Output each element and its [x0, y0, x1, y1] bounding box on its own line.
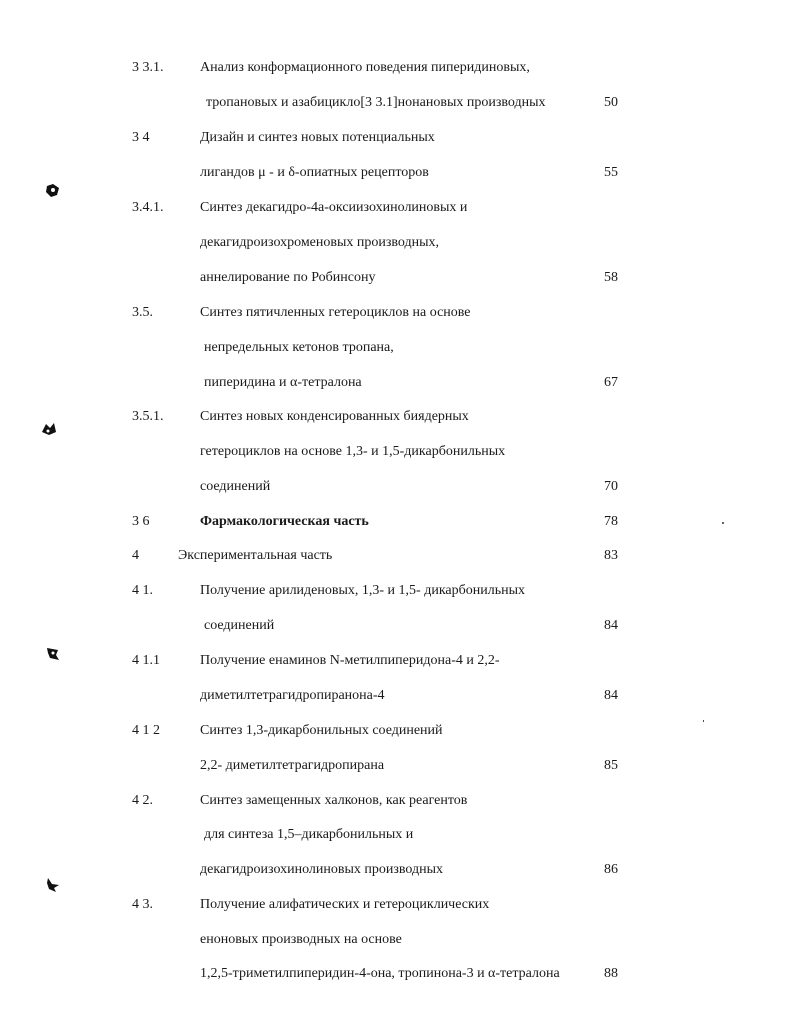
- page-number: 88: [604, 966, 618, 981]
- section-title-line: Получение енаминов N-метилпиперидона-4 и 2,2-: [200, 653, 500, 668]
- section-number: 3 3.1.: [132, 60, 164, 75]
- section-title-line: лигандов μ - и δ-опиатных рецепторов: [200, 165, 429, 180]
- section-number: 3 4: [132, 130, 150, 145]
- section-title-line: Синтез пятичленных гетероциклов на основе: [200, 305, 471, 320]
- margin-mark-icon: [44, 876, 62, 894]
- section-title-line: диметилтетрагидропиранона-4: [200, 688, 385, 703]
- section-title-line: аннелирование по Робинсону: [200, 270, 376, 285]
- page-number: 50: [604, 95, 618, 110]
- section-title-line: непредельных кетонов тропана,: [204, 340, 394, 355]
- page-number: 58: [604, 270, 618, 285]
- margin-mark-icon: [44, 182, 62, 200]
- page-number: 86: [604, 862, 618, 877]
- margin-mark-icon: [40, 420, 58, 438]
- section-title-line: для синтеза 1,5–дикарбонильных и: [204, 827, 414, 842]
- margin-mark-icon: [44, 645, 62, 663]
- section-number: 3.5.1.: [132, 409, 164, 424]
- section-number: 3.4.1.: [132, 200, 164, 215]
- speck: [703, 720, 704, 722]
- section-title-line: Синтез замещенных халконов, как реагентов: [200, 793, 468, 808]
- section-title-line: пиперидина и α-тетралона: [204, 375, 362, 390]
- page-number: 70: [604, 479, 618, 494]
- section-title-line: Дизайн и синтез новых потенциальных: [200, 130, 435, 145]
- page-number: 84: [604, 688, 618, 703]
- section-title-line: Фармакологическая часть: [200, 514, 369, 529]
- section-title-line: декагидроизохроменовых производных,: [200, 235, 440, 250]
- page-number: 78: [604, 514, 618, 529]
- section-number: 4 1 2: [132, 723, 160, 738]
- section-title-line: Получение алифатических и гетероциклических: [200, 897, 490, 912]
- section-title-line: соединений: [204, 618, 275, 633]
- section-number: 4 1.: [132, 583, 153, 598]
- page-number: 67: [604, 375, 618, 390]
- section-number: 3.5.: [132, 305, 153, 320]
- section-number: 4 3.: [132, 897, 153, 912]
- section-title-line: Синтез декагидро-4а-оксиизохинолиновых и: [200, 200, 468, 215]
- section-number: 3 6: [132, 514, 150, 529]
- section-title-line: Анализ конформационного поведения пиперидиновых,: [200, 60, 530, 75]
- section-number: 4: [132, 548, 139, 563]
- section-title-line: 2,2- диметилтетрагидропирана: [200, 758, 385, 773]
- page-number: 55: [604, 165, 618, 180]
- page-number: 83: [604, 548, 618, 563]
- section-title-line: соединений: [200, 479, 271, 494]
- section-title-line: 1,2,5-триметилпиперидин-4-она, тропинона-3 и α-тетралона: [200, 966, 560, 981]
- section-number: 4 2.: [132, 793, 153, 808]
- section-title-line: Получение арилиденовых, 1,3- и 1,5- дикарбонильных: [200, 583, 526, 598]
- section-title-line: декагидроизохинолиновых производных: [200, 862, 444, 877]
- section-title-line: Синтез новых конденсированных биядерных: [200, 409, 469, 424]
- section-title-line: гетероциклов на основе 1,3- и 1,5-дикарбонильных: [200, 444, 506, 459]
- page-number: 84: [604, 618, 618, 633]
- speck: [722, 522, 724, 524]
- section-title-line: тропановых и азабицикло[3 3.1]нонановых производных: [206, 95, 546, 110]
- page-number: 85: [604, 758, 618, 773]
- section-number: 4 1.1: [132, 653, 160, 668]
- section-title-line: Синтез 1,3-дикарбонильных соединений: [200, 723, 443, 738]
- section-title-line: еноновых производных на основе: [200, 932, 402, 947]
- section-title-line: Экспериментальная часть: [178, 548, 333, 563]
